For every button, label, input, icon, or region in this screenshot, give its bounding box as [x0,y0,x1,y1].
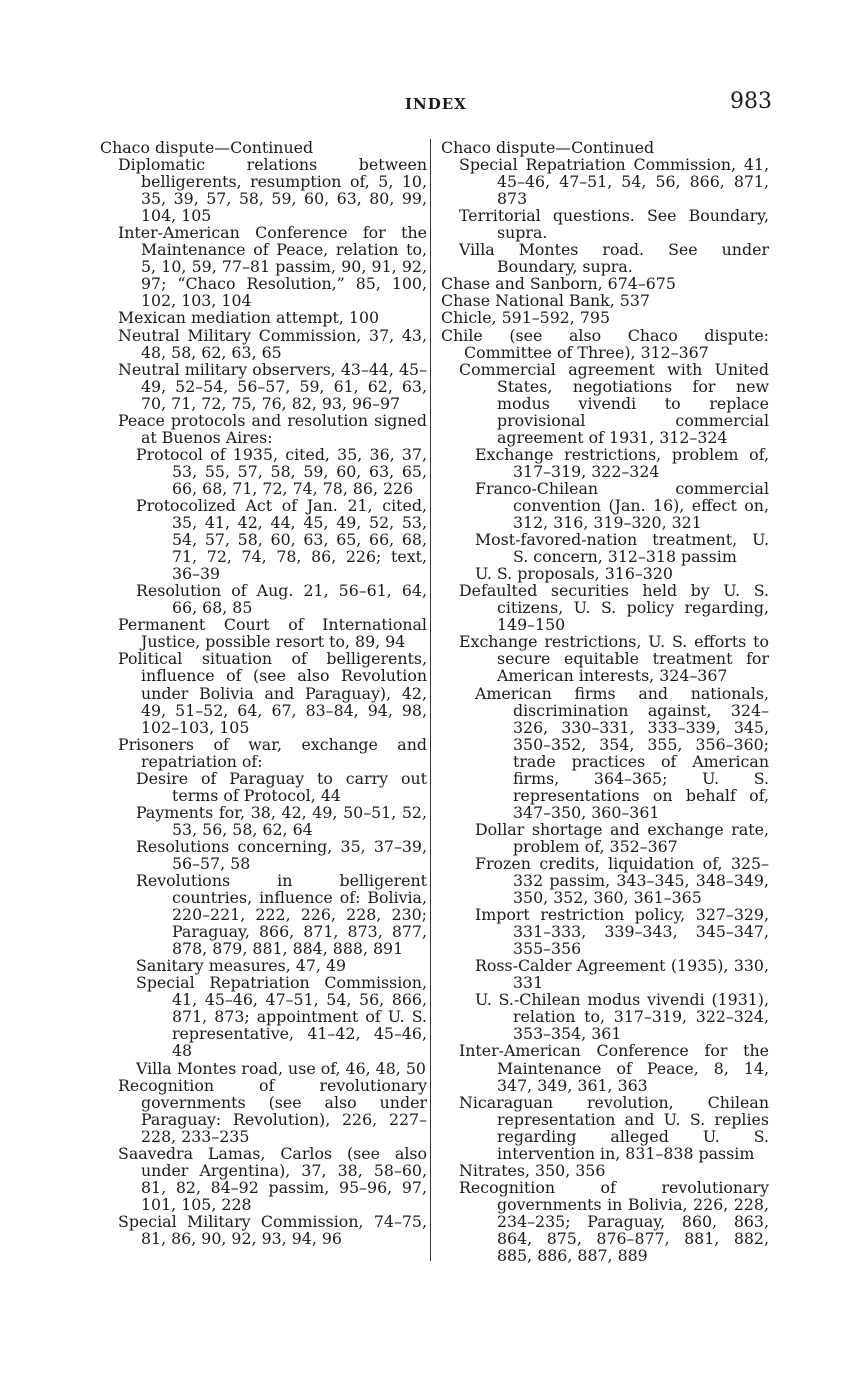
index-entry: Exchange restrictions, U. S. efforts to secure equitable treatment for American interests, 324–367 [459,632,769,686]
index-entry: Recognition of revolutionary governments in Bolivia, 226, 228, 234–235; Paraguay, 860, 863, 864, 875, 876–877, 881, 882, 885, 886, 887, 889 [459,1177,769,1266]
index-entry: Resolutions concerning, 35, 37–39, 56–57, 58 [136,836,427,873]
index-entry: Resolution of Aug. 21, 56–61, 64, 66, 68, 85 [136,581,427,618]
index-entry: American firms and nationals, discrimination against, 324–326, 330–331, 333–339, 345, 350–352, 354, 355, 356–360; trade practices of American firms, 364–365; U. S. representations on behalf of, 347–350, 360–361 [475,683,769,822]
index-entry: Villa Montes road. See under Boundary, supra. [459,240,769,277]
index-entry: Frozen credits, liquidation of, 325–332 passim, 343–345, 348–349, 350, 352, 360, 361–365 [475,853,769,908]
index-entry: Chicle, 591–592, 795 [441,308,610,328]
index-entry: Desire of Paraguay to carry out terms of Protocol, 44 [136,768,427,805]
page-title: INDEX [405,95,467,113]
index-entry: Peace protocols and resolution signed at Buenos Aires: [118,410,427,447]
index-entry: Recognition of revolutionary governments (see also under Paraguay: Revolution), 226, 227–228, 233–235 [118,1075,427,1146]
index-entry: Special Repatriation Commission, 41, 45–46, 47–51, 54, 56, 866, 871, 873 [459,155,769,209]
index-entry: Import restriction policy, 327–329, 331–333, 339–343, 345–347, 355–356 [475,905,769,959]
index-entry: Chaco dispute—Continued [100,138,314,157]
index-entry: Inter-American Conference for the Maintenance of Peace, relation to, 5, 10, 59, 77–81 passim, 90, 91, 92, 97; “Chaco Resolution,” 85, 100, 102, 103, 104 [118,223,427,311]
index-entry: Exchange restrictions, problem of, 317–319, 322–324 [475,444,769,481]
index-entry: Dollar shortage and exchange rate, problem of, 352–367 [475,819,769,856]
index-entry: U. S.-Chilean modus vivendi (1931), relation to, 317–319, 322–324, 353–354, 361 [475,990,769,1044]
index-entry: Ross-Calder Agreement (1935), 330, 331 [475,956,769,993]
index-entry: Chase and Sanborn, 674–675 [441,274,676,294]
page-header [0,89,859,122]
index-entry: Mexican mediation attempt, 100 [118,308,380,328]
index-entry: Most-favored-nation treatment, U. S. concern, 312–318 passim [475,530,769,567]
index-entry: Sanitary measures, 47, 49 [136,956,347,976]
index-entry: Special Military Commission, 74–75, 81, 86, 90, 92, 93, 94, 96 [118,1211,427,1248]
index-entry: Franco-Chilean commercial convention (Jan. 16), effect on, 312, 316, 319–320, 321 [475,478,769,533]
page-number: 983 [730,89,772,114]
index-entry: Permanent Court of International Justice, possible resort to, 89, 94 [118,615,427,652]
index-entry: Saavedra Lamas, Carlos (see also under Argentina), 37, 38, 58–60, 81, 82, 84–92 passim, 95–96, 97, 101, 105, 228 [118,1143,427,1214]
index-entry: Territorial questions. See Boundary, supra. [459,206,769,243]
index-entry: Inter-American Conference for the Maintenance of Peace, 8, 14, 347, 349, 361, 363 [459,1041,769,1095]
index-entry: Chase National Bank, 537 [441,291,650,311]
column-divider [430,139,431,1261]
index-entry: Payments for, 38, 42, 49, 50–51, 52, 53, 56, 58, 62, 64 [136,802,427,839]
index-entry: Defaulted securities held by U. S. citizens, U. S. policy regarding, 149–150 [459,581,769,635]
index-entry: Protocol of 1935, cited, 35, 36, 37, 53, 55, 57, 58, 59, 60, 63, 65, 66, 68, 71, 72, 74, 78, 86, 226 [136,444,427,498]
index-entry: Political situation of belligerents, influence of (see also Revolution under Bolivia and Paraguay), 42, 49, 51–52, 64, 67, 83–84, 94, 98, 102–103, 105 [118,649,427,737]
index-entry: Nitrates, 350, 356 [459,1160,606,1180]
index-entry: Neutral Military Commission, 37, 43, 48, 58, 62, 63, 65 [118,325,427,362]
index-entry: Protocolized Act of Jan. 21, cited, 35, 41, 42, 44, 45, 49, 52, 53, 54, 57, 58, 60, 63, 65, 66, 68, 71, 72, 74, 78, 86, 226; text, 36–39 [136,495,427,584]
index-entry: U. S. proposals, 316–320 [475,564,673,584]
index-entry: Neutral military observers, 43–44, 45–49, 52–54, 56–57, 59, 61, 62, 63, 70, 71, 72, 75, 76, 82, 93, 96–97 [118,359,427,413]
index-entry: Revolutions in belligerent countries, influence of: Bolivia, 220–221, 222, 226, 228, 230; Paraguay, 866, 871, 873, 877, 878, 879, 881, 884, 888, 891 [136,871,427,959]
index-entry: Nicaraguan revolution, Chilean representation and U. S. replies regarding alleged U. S. intervention in, 831–838 passim [459,1092,769,1163]
index-entry: Commercial agreement with United States, negotiations for new modus vivendi to replace provisional commercial agreement of 1931, 312–324 [459,359,769,447]
index-entry: Diplomatic relations between belligerents, resumption of, 5, 10, 35, 39, 57, 58, 59, 60, 63, 80, 99, 104, 105 [118,155,427,226]
index-entry: Prisoners of war, exchange and repatriation of: [118,734,427,771]
index-entry: Chaco dispute—Continued [441,138,655,157]
left-column [100,139,427,1247]
index-entry: Special Repatriation Commission, 41, 45–46, 47–51, 54, 56, 866, 871, 873; appointment of U. S. representative, 41–42, 45–46, 48 [136,973,427,1061]
index-entry: Chile (see also Chaco dispute: Committee of Three), 312–367 [441,325,769,362]
index-entry: Villa Montes road, use of, 46, 48, 50 [136,1058,426,1078]
right-column [441,139,769,1264]
